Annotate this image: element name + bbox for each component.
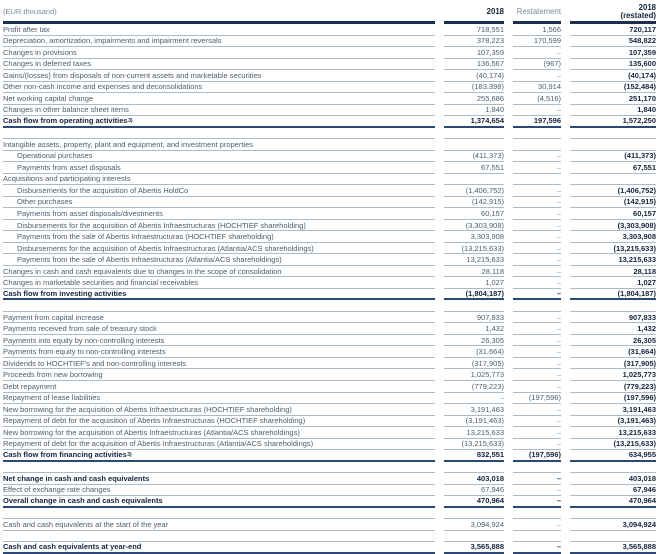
row-label (3, 312, 435, 324)
row-label (3, 300, 435, 312)
column-header-2018-restated-line2: (restated) (620, 11, 656, 20)
cell-2018: 3,191,463 (444, 404, 504, 416)
row-label (3, 162, 435, 174)
row-label-text: Payment from capital increase (3, 312, 104, 322)
table-row (3, 358, 656, 370)
cell-2018-restated: 1,432 (570, 323, 656, 335)
row-label-text: Gains/(losses) from disposals of non-current assets and marketable securities (3, 70, 262, 80)
cell-restatement: – (513, 197, 561, 209)
cell-2018 (444, 174, 504, 186)
spacer-row (3, 462, 656, 474)
cell-2018-restated (570, 139, 656, 151)
table-row (3, 116, 656, 128)
section-header-row (3, 139, 656, 151)
table-row (3, 185, 656, 197)
cell-2018-restated (570, 128, 656, 140)
row-label-text: Cash flow from operating activities (3, 116, 128, 126)
row-label-text: Intangible assets, property, plant and equipment, and investment properties (3, 139, 254, 149)
row-label (3, 59, 435, 71)
row-label (3, 531, 435, 543)
cell-restatement: (967) (513, 59, 561, 71)
table-row (3, 439, 656, 451)
cell-restatement: – (513, 485, 561, 497)
cell-2018-restated: 907,833 (570, 312, 656, 324)
table-row (3, 243, 656, 255)
cell-2018: 907,833 (444, 312, 504, 324)
row-label (3, 70, 435, 82)
table-row (3, 519, 656, 531)
cell-2018: 67,551 (444, 162, 504, 174)
row-label (3, 404, 435, 416)
row-label-text: New borrowing for the acquisition of Abertis Infraestructuras (Atlantia/ACS shareholdings) (3, 427, 300, 437)
row-label-text: Changes in marketable securities and financial receivables (3, 278, 199, 288)
column-header-2018-restated-line1: 2018 (638, 3, 656, 12)
table-row (3, 485, 656, 497)
row-label-text: Cash flow from investing activities (3, 289, 127, 299)
table-row (3, 277, 656, 289)
row-label-text: Payments from the sale of Abertis Infraestructuras (Atlantia/ACS shareholdings) (17, 255, 282, 265)
row-label-text: Dividends to HOCHTIEF's and non-controlling interests (3, 358, 187, 368)
cell-2018 (444, 139, 504, 151)
table-row (3, 220, 656, 232)
cell-2018: 60,157 (444, 208, 504, 220)
table-row (3, 105, 656, 117)
cell-2018: (3,303,908) (444, 220, 504, 232)
cell-2018: 3,303,908 (444, 231, 504, 243)
cell-2018-restated: 3,303,908 (570, 231, 656, 243)
cell-2018: 1,374,654 (444, 116, 504, 128)
row-label (3, 185, 435, 197)
row-label-text: Payments from asset disposals (17, 162, 121, 172)
cell-restatement: (197,596) (513, 393, 561, 405)
row-label (3, 416, 435, 428)
cell-2018-restated: (317,905) (570, 358, 656, 370)
row-label (3, 473, 435, 485)
table-row (3, 59, 656, 71)
cell-2018-restated: 403,018 (570, 473, 656, 485)
cell-restatement: – (513, 358, 561, 370)
row-label-text: New borrowing for the acquisition of Abertis Infraestructuras (HOCHTIEF shareholding) (3, 404, 292, 414)
table-row (3, 381, 656, 393)
cell-2018-restated: 67,946 (570, 485, 656, 497)
cell-2018-restated: (1,804,187) (570, 289, 656, 301)
row-label (3, 24, 435, 36)
row-label (3, 105, 435, 117)
row-label (3, 358, 435, 370)
cell-2018-restated: 251,170 (570, 93, 656, 105)
table-row (3, 346, 656, 358)
cell-2018: 470,964 (444, 496, 504, 508)
table-row (3, 393, 656, 405)
table-row (3, 312, 656, 324)
table-row (3, 542, 656, 554)
row-label-text: Disbursements for the acquisition of Abertis Infraestructuras (Atlantia/ACS shareholdings) (17, 243, 314, 253)
row-label-text: Changes in deferred taxes (3, 59, 91, 69)
cell-restatement: – (513, 542, 561, 554)
row-label-text: Disbursements for the acquisition of Abertis Infraestructuras (HOCHTIEF shareholding) (17, 220, 306, 230)
cell-2018: (411,373) (444, 151, 504, 163)
row-label-text: Acquisitions and participating interests (3, 174, 131, 184)
cell-2018: 403,018 (444, 473, 504, 485)
cell-restatement (513, 139, 561, 151)
table-row (3, 36, 656, 48)
cell-2018: (13,215,633) (444, 243, 504, 255)
cell-2018: 3,094,924 (444, 519, 504, 531)
cell-2018: 26,305 (444, 335, 504, 347)
row-label (3, 519, 435, 531)
row-label-text: Net change in cash and cash equivalents (3, 473, 150, 483)
cell-restatement: – (513, 439, 561, 451)
cell-2018-restated: (31,664) (570, 346, 656, 358)
column-header-2018: 2018 (444, 7, 504, 24)
section-header-row (3, 174, 656, 186)
table-row (3, 231, 656, 243)
table-row (3, 323, 656, 335)
cell-2018-restated: 107,359 (570, 47, 656, 59)
cell-restatement: – (513, 416, 561, 428)
row-label (3, 381, 435, 393)
cell-2018: – (444, 393, 504, 405)
table-row (3, 289, 656, 301)
cell-2018-restated: 720,117 (570, 24, 656, 36)
cell-2018-restated: (411,373) (570, 151, 656, 163)
cell-restatement: – (513, 381, 561, 393)
cell-2018-restated: 1,572,250 (570, 116, 656, 128)
cell-2018: 832,551 (444, 450, 504, 462)
cell-restatement (513, 531, 561, 543)
table-row (3, 496, 656, 508)
table-header (3, 2, 656, 24)
cell-restatement: – (513, 162, 561, 174)
row-label (3, 485, 435, 497)
table-row (3, 404, 656, 416)
spacer-row (3, 128, 656, 140)
cell-2018: 13,215,633 (444, 427, 504, 439)
row-label-text: Changes in provisions (3, 47, 77, 57)
cell-2018-restated: (152,484) (570, 82, 656, 94)
cell-restatement: (197,596) (513, 450, 561, 462)
unit-label: (EUR thousand) (3, 7, 435, 24)
row-label (3, 93, 435, 105)
cell-2018-restated: (779,223) (570, 381, 656, 393)
table-row (3, 70, 656, 82)
row-label-text: Changes in cash and cash equivalents due to changes in the scope of consolidation (3, 266, 282, 276)
spacer-row (3, 300, 656, 312)
cell-restatement: – (513, 70, 561, 82)
row-label-text: Depreciation, amortization, impairments and impairment reversals (3, 36, 222, 46)
cell-restatement: – (513, 266, 561, 278)
table-row (3, 335, 656, 347)
cell-2018-restated: 634,955 (570, 450, 656, 462)
cell-restatement: – (513, 427, 561, 439)
cell-2018-restated (570, 174, 656, 186)
cell-2018-restated: 1,840 (570, 105, 656, 117)
cell-2018-restated: 13,215,633 (570, 254, 656, 266)
cell-2018: 28,118 (444, 266, 504, 278)
cell-2018-restated: 470,964 (570, 496, 656, 508)
cell-2018: (3,191,463) (444, 416, 504, 428)
cell-2018: (13,215,633) (444, 439, 504, 451)
row-label (3, 369, 435, 381)
row-label-text: Repayment of debt for the acquisition of Abertis Infraestructuras (HOCHTIEF shareholding) (3, 416, 306, 426)
row-label (3, 174, 435, 186)
cell-2018-restated: 26,305 (570, 335, 656, 347)
row-label (3, 197, 435, 209)
cell-2018: 13,215,633 (444, 254, 504, 266)
row-label-text: Cash and cash equivalents at the start of the year (3, 519, 169, 529)
row-label (3, 220, 435, 232)
cell-restatement: – (513, 208, 561, 220)
row-label-text: Operational purchases (17, 151, 93, 161)
cell-restatement: – (513, 47, 561, 59)
cell-2018: (183,398) (444, 82, 504, 94)
row-label (3, 47, 435, 59)
table-row (3, 151, 656, 163)
row-label (3, 254, 435, 266)
cell-2018-restated: 60,157 (570, 208, 656, 220)
table-row (3, 450, 656, 462)
cell-2018: 1,432 (444, 323, 504, 335)
cell-2018-restated (570, 462, 656, 474)
row-label (3, 335, 435, 347)
cell-2018-restated: 28,118 (570, 266, 656, 278)
cell-2018-restated: (1,406,752) (570, 185, 656, 197)
cell-2018-restated (570, 531, 656, 543)
cell-2018-restated: 67,551 (570, 162, 656, 174)
cell-2018-restated: 3,094,924 (570, 519, 656, 531)
row-label-text: Repayment of debt for the acquisition of Abertis Infraestructuras (Atlantia/ACS shareholdings) (3, 439, 314, 449)
row-label-text: Proceeds from new borrowing (3, 370, 103, 380)
row-label (3, 231, 435, 243)
table-row (3, 369, 656, 381)
table-row (3, 197, 656, 209)
cell-restatement (513, 462, 561, 474)
cell-restatement: – (513, 231, 561, 243)
row-label: Cash flow from financing activities 3) (3, 450, 435, 462)
cell-restatement: – (513, 369, 561, 381)
cell-restatement: – (513, 277, 561, 289)
cell-2018 (444, 300, 504, 312)
cell-2018-restated: (3,303,908) (570, 220, 656, 232)
cell-2018 (444, 128, 504, 140)
row-label-text: Net working capital change (3, 93, 94, 103)
cell-restatement: – (513, 185, 561, 197)
cell-2018: (317,905) (444, 358, 504, 370)
cell-2018: 3,565,888 (444, 542, 504, 554)
table-row (3, 82, 656, 94)
row-label (3, 542, 435, 554)
table-row (3, 416, 656, 428)
cell-2018 (444, 508, 504, 520)
cell-restatement: – (513, 289, 561, 301)
cell-2018: (142,915) (444, 197, 504, 209)
column-header-restatement: Restatement (513, 7, 561, 24)
cell-restatement: – (513, 243, 561, 255)
row-label-text: Payments into equity by non-controlling interests (3, 335, 165, 345)
row-label-text: Overall change in cash and cash equivalents (3, 496, 163, 506)
row-label (3, 508, 435, 520)
table-row (3, 24, 656, 36)
row-label (3, 128, 435, 140)
cell-restatement (513, 508, 561, 520)
row-label (3, 151, 435, 163)
row-label-text: Profit after tax (3, 24, 50, 34)
cell-2018-restated (570, 508, 656, 520)
row-label: Cash flow from operating activities 3) (3, 116, 435, 128)
row-label-text: Cash flow from financing activities (3, 450, 127, 460)
spacer-row (3, 508, 656, 520)
column-header-2018-restated (570, 4, 656, 24)
cell-restatement: 30,914 (513, 82, 561, 94)
cell-restatement: 170,599 (513, 36, 561, 48)
cell-2018: (779,223) (444, 381, 504, 393)
cell-2018: 1,025,773 (444, 369, 504, 381)
cell-2018: (40,174) (444, 70, 504, 82)
cell-restatement (513, 128, 561, 140)
cell-restatement: (4,516) (513, 93, 561, 105)
table-row (3, 473, 656, 485)
cell-2018: 136,567 (444, 59, 504, 71)
cell-restatement: – (513, 335, 561, 347)
row-label-text: Payments from equity to non-controlling interests (3, 347, 166, 357)
cell-2018-restated: 1,025,773 (570, 369, 656, 381)
cell-2018: (1,406,752) (444, 185, 504, 197)
spacer-row (3, 531, 656, 543)
table-row (3, 208, 656, 220)
table-row (3, 162, 656, 174)
cell-2018-restated: (40,174) (570, 70, 656, 82)
table-row (3, 427, 656, 439)
cell-2018: 107,359 (444, 47, 504, 59)
cell-2018: 378,223 (444, 36, 504, 48)
cell-2018-restated: (197,596) (570, 393, 656, 405)
cell-restatement: – (513, 473, 561, 485)
cell-restatement: – (513, 496, 561, 508)
row-label (3, 462, 435, 474)
cell-2018-restated: 135,600 (570, 59, 656, 71)
cell-restatement: – (513, 151, 561, 163)
row-label (3, 82, 435, 94)
cell-restatement: – (513, 105, 561, 117)
cell-2018: 1,840 (444, 105, 504, 117)
cell-2018: 67,946 (444, 485, 504, 497)
table-row (3, 254, 656, 266)
row-label (3, 323, 435, 335)
cell-2018-restated: 3,191,463 (570, 404, 656, 416)
cell-restatement: 197,596 (513, 116, 561, 128)
cell-restatement (513, 174, 561, 186)
cell-2018: (1,804,187) (444, 289, 504, 301)
row-label-text: Changes in other balance sheet items (3, 105, 129, 115)
cell-restatement: – (513, 220, 561, 232)
row-label (3, 346, 435, 358)
cell-restatement: – (513, 519, 561, 531)
row-label-text: Other non-cash income and expenses and deconsolidations (3, 82, 203, 92)
row-label (3, 208, 435, 220)
cell-2018-restated: (142,915) (570, 197, 656, 209)
cell-restatement: – (513, 346, 561, 358)
row-label-text: Other purchases (17, 197, 73, 207)
row-label (3, 496, 435, 508)
table-row (3, 47, 656, 59)
row-label (3, 427, 435, 439)
cell-2018-restated: (13,215,633) (570, 439, 656, 451)
row-label-text: Payments from the sale of Abertis Infraestructuras (HOCHTIEF shareholding) (17, 232, 274, 242)
cell-restatement: – (513, 254, 561, 266)
cell-restatement (513, 300, 561, 312)
table-body (3, 24, 656, 554)
row-label (3, 393, 435, 405)
row-label (3, 289, 435, 301)
cell-restatement: – (513, 312, 561, 324)
row-label (3, 266, 435, 278)
cell-restatement: 1,566 (513, 24, 561, 36)
cell-2018: 718,551 (444, 24, 504, 36)
cell-2018-restated: 13,215,633 (570, 427, 656, 439)
row-label-text: Repayment of lease liabilities (3, 393, 101, 403)
cell-restatement: – (513, 323, 561, 335)
row-label-text: Debt repayment (3, 381, 57, 391)
cell-2018: 255,686 (444, 93, 504, 105)
cell-2018 (444, 462, 504, 474)
cell-2018: 1,027 (444, 277, 504, 289)
table-row (3, 266, 656, 278)
cell-2018 (444, 531, 504, 543)
row-label (3, 439, 435, 451)
cell-2018: (31,664) (444, 346, 504, 358)
row-label (3, 277, 435, 289)
row-label-text: Payments from asset disposals/divestments (17, 209, 163, 218)
cell-2018-restated: 548,822 (570, 36, 656, 48)
table-row (3, 93, 656, 105)
cell-restatement: – (513, 404, 561, 416)
cell-2018-restated: (3,191,463) (570, 416, 656, 428)
row-label-text: Payments received from sale of treasury stock (3, 324, 157, 334)
cell-2018-restated (570, 300, 656, 312)
row-label-text: Disbursements for the acquisition of Abertis HoldCo (17, 185, 189, 195)
row-label (3, 139, 435, 151)
row-label-text: Cash and cash equivalents at year-end (3, 542, 142, 552)
cell-2018-restated: (13,215,633) (570, 243, 656, 255)
row-label (3, 36, 435, 48)
row-label-text: Effect of exchange rate changes (3, 485, 111, 495)
cell-2018-restated: 1,027 (570, 277, 656, 289)
row-label (3, 243, 435, 255)
cell-2018-restated: 3,565,888 (570, 542, 656, 554)
